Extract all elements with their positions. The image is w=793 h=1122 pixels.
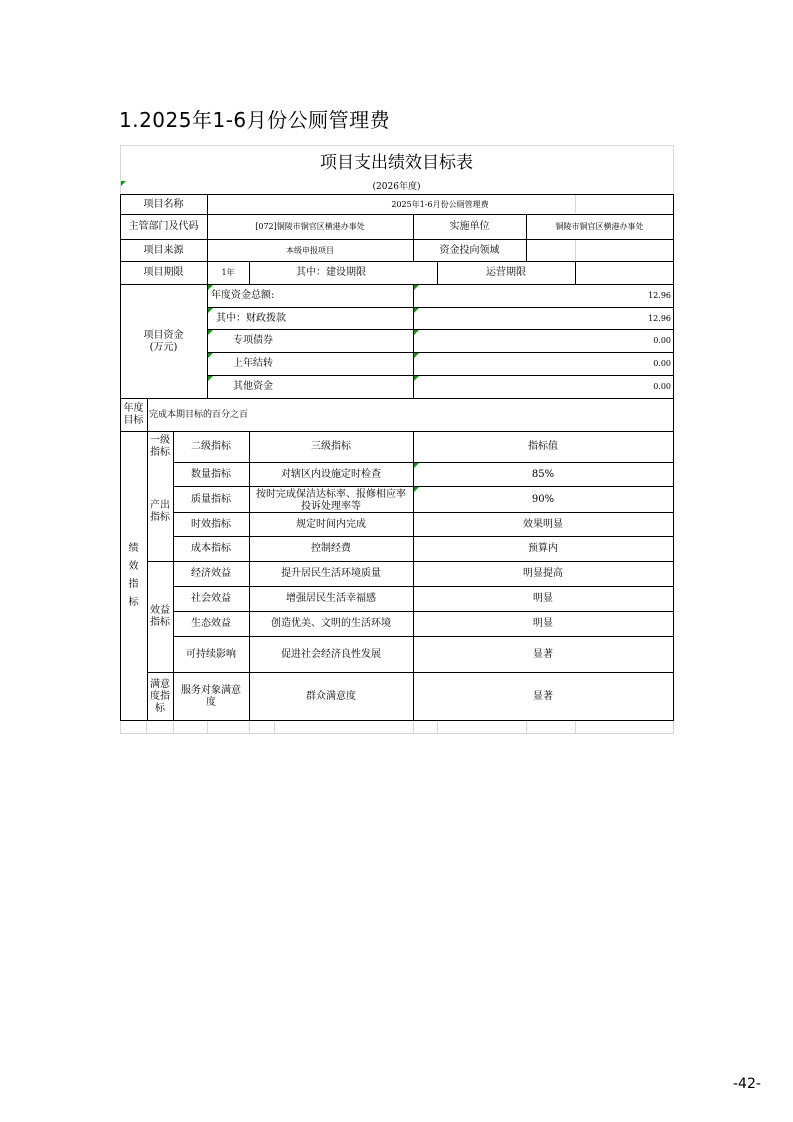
benefit-l3-ecological: 创造优美、文明的生活环境 [271, 618, 391, 629]
funds-value-carryover: 0.00 [653, 359, 671, 369]
output-l2-quantity: 数量指标 [191, 468, 231, 480]
value-department: [072]铜陵市铜官区横港办事处 [255, 222, 365, 232]
funds-value-total: 12.96 [648, 291, 671, 301]
value-period: 1年 [221, 268, 235, 278]
value-annual-goal: 完成本期目标的百分之百 [149, 409, 249, 420]
benefit-l2-ecological: 生态效益 [191, 618, 231, 629]
output-val-quality: 90% [531, 493, 555, 505]
output-val-quantity: 85% [531, 468, 555, 480]
funds-label-bonds: 专项债券 [233, 335, 273, 346]
label-department: 主管部门及代码 [128, 221, 199, 232]
label-op-period: 运营期限 [486, 267, 526, 278]
benefit-l2-social: 社会效益 [191, 593, 231, 604]
output-l2-quality: 质量指标 [191, 493, 231, 505]
satisfaction-l2: 服务对象满意 度 [181, 684, 241, 708]
benefit-val-social: 明显 [533, 593, 553, 604]
table-title: 项目支出绩效目标表 [320, 152, 473, 173]
header-level2: 二级指标 [191, 441, 231, 452]
value-impl-unit: 铜陵市铜官区横港办事处 [555, 222, 644, 232]
funds-label-total: 年度资金总额: [211, 290, 275, 301]
output-val-timeliness: 效果明显 [523, 518, 563, 530]
label-project-name: 项目名称 [143, 198, 184, 210]
benefit-val-ecological: 明显 [533, 618, 553, 629]
label-annual-goal: 年度 目标 [123, 403, 144, 426]
funds-value-bonds: 0.00 [653, 336, 671, 346]
benefit-l3-social: 增强居民生活幸福感 [286, 593, 376, 604]
funds-value-other: 0.00 [653, 382, 671, 392]
label-build-period: 其中：建设期限 [296, 267, 366, 278]
header-level1: 一级 指标 [150, 435, 170, 458]
value-build-period [413, 262, 437, 284]
year-note: (2026年度) [372, 181, 421, 192]
label-impl-unit: 实施单位 [449, 221, 490, 232]
label-source: 项目来源 [143, 244, 184, 256]
funds-value-fiscal: 12.96 [648, 313, 671, 323]
output-l3-cost: 控制经费 [311, 543, 351, 554]
value-op-period [575, 262, 673, 284]
funds-label-carryover: 上年结转 [233, 358, 273, 369]
value-source: 本级申报项目 [286, 245, 334, 255]
benefit-l3-sustainable: 促进社会经济良性发展 [281, 648, 381, 660]
output-l2-timeliness: 时效指标 [191, 518, 231, 530]
label-period: 项目期限 [143, 267, 184, 278]
funds-label-fiscal: 其中：财政拨款 [216, 312, 286, 324]
benefit-l3-economic: 提升居民生活环境质量 [281, 568, 381, 579]
label-invest-field: 资金投向领域 [439, 244, 500, 256]
funds-label-other: 其他资金 [233, 381, 273, 392]
benefit-val-sustainable: 显著 [533, 648, 553, 660]
value-invest-field [526, 240, 673, 261]
document-heading: 1.2025年1-6月份公厕管理费 [119, 108, 391, 132]
output-val-cost: 预算内 [528, 543, 558, 554]
output-l3-quality: 按时完成保洁达标率、报修相应率 投诉处理率等 [256, 489, 406, 512]
label-funds: 项目资金 (万元) [143, 329, 184, 353]
page-number: -42- [733, 1076, 761, 1092]
benefit-val-economic: 明显提高 [523, 568, 563, 579]
header-level3: 三级指标 [311, 441, 351, 452]
benefit-l2-sustainable: 可持续影响 [186, 648, 236, 660]
label-benefit: 效益 指标 [150, 605, 170, 628]
label-satisfaction: 满意 度指 标 [150, 678, 170, 714]
satisfaction-val: 显著 [533, 690, 553, 702]
satisfaction-l3: 群众满意度 [306, 690, 356, 702]
output-l3-timeliness: 规定时间内完成 [296, 518, 366, 530]
label-output: 产出 指标 [150, 500, 170, 523]
value-project-name: 2025年1-6月份公厕管理费 [391, 199, 489, 209]
label-perf-indicator: 绩 效 指 标 [128, 543, 139, 608]
header-value: 指标值 [528, 441, 558, 452]
output-l3-quantity: 对辖区内设施定时检查 [281, 468, 381, 480]
output-l2-cost: 成本指标 [191, 543, 231, 554]
benefit-l2-economic: 经济效益 [191, 568, 231, 579]
